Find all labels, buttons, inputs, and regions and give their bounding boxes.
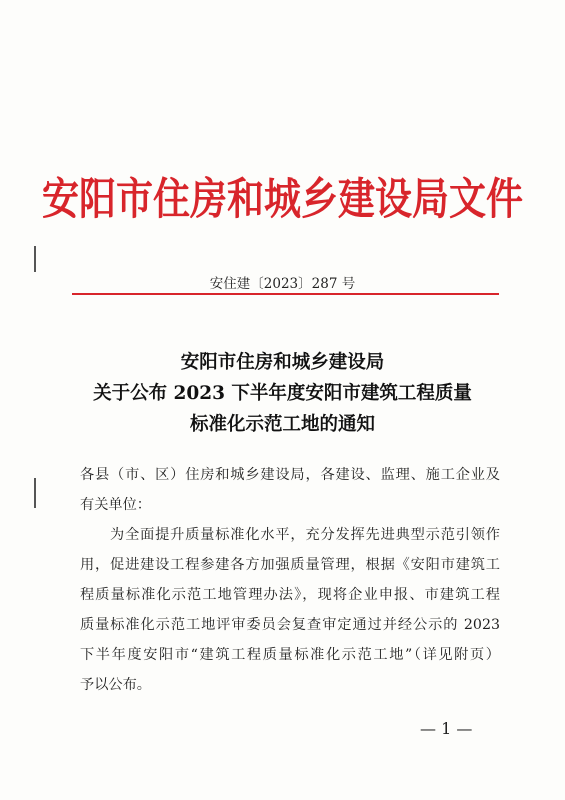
body-line: 各县（市、区）住房和城乡建设局，各建设、监理、施工企业及 [80,467,500,483]
masthead-title: 安阳市住房和城乡建设局文件 [42,172,523,225]
body-line: 为全面提升质量标准化水平，充分发挥先进典型示范引领作 [80,527,500,543]
body-line: 质量标准化示范工地评审委员会复查审定通过并经公示的 2023 [80,617,500,633]
notice-title-line-3: 标准化示范工地的通知 [189,414,375,435]
body-line: 程质量标准化示范工地管理办法》，现将企业申报、市建筑工程 [80,587,500,603]
body-line: 用，促进建设工程参建各方加强质量管理，根据《安阳市建筑工 [80,557,500,573]
page-number: — 1 — [420,719,473,738]
notice-title-line-2: 关于公布 2023 下半年度安阳市建筑工程质量 [93,383,472,404]
body-line: 下半年度安阳市“建筑工程质量标准化示范工地”（详见附页） [80,647,500,663]
body-line: 有关单位： [80,497,151,513]
notice-title-line-1: 安阳市住房和城乡建设局 [180,352,385,373]
document-number: 安住建〔2023〕287 号 [209,276,356,292]
red-divider-line [72,293,499,295]
body-line: 予以公布。 [80,677,151,693]
binding-mark-top [34,246,36,272]
binding-mark-middle [34,478,36,508]
